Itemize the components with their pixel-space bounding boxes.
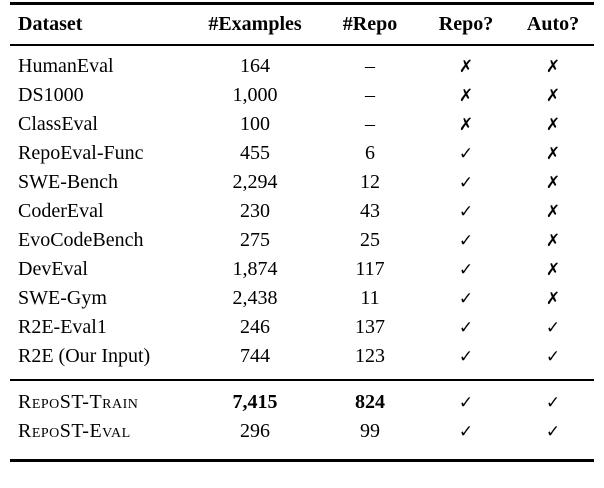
cross-icon: ✗ — [458, 115, 474, 135]
examples-count-cell: 744 — [240, 345, 270, 367]
check-icon: ✓ — [458, 202, 474, 222]
check-icon: ✓ — [458, 289, 474, 309]
repost-table-body — [10, 380, 594, 461]
dataset-name-cell: DevEval — [18, 258, 88, 280]
dataset-name-cell: ClassEval — [18, 113, 98, 135]
table-row — [10, 197, 594, 226]
dataset-name-cell: SWE-Bench — [18, 171, 118, 193]
repo-count-cell: 11 — [360, 287, 380, 309]
header-row — [10, 4, 594, 46]
cross-icon: ✗ — [458, 57, 474, 77]
column-header-repo-level: Repo? — [420, 4, 512, 46]
column-header-dataset: Dataset — [10, 4, 190, 46]
auto-eval-cell — [512, 197, 594, 226]
auto-eval-cell — [512, 139, 594, 168]
auto-eval-cell — [512, 168, 594, 197]
cross-icon: ✗ — [545, 260, 561, 280]
check-icon: ✓ — [458, 318, 474, 338]
check-icon: ✓ — [458, 144, 474, 164]
table-row — [10, 226, 594, 255]
examples-count-cell: 1,000 — [232, 84, 278, 106]
dataset-name-cell: EvoCodeBench — [18, 229, 144, 251]
table-row — [10, 139, 594, 168]
examples-count-cell: 275 — [240, 229, 270, 251]
cross-icon: ✗ — [545, 86, 561, 106]
auto-eval-cell — [512, 45, 594, 81]
check-icon: ✓ — [458, 347, 474, 367]
examples-count-cell: 2,438 — [232, 287, 278, 309]
examples-count-cell: 100 — [240, 113, 270, 135]
dataset-name-cell: RepoST-Eval — [18, 420, 131, 442]
repo-count-cell: 6 — [365, 142, 375, 164]
repo-count-cell: 137 — [355, 316, 385, 338]
examples-count-cell: 246 — [240, 316, 270, 338]
benchmark-comparison-table — [10, 2, 594, 462]
repo-level-cell — [420, 284, 512, 313]
cross-icon: ✗ — [545, 173, 561, 193]
repo-count-cell: 43 — [360, 200, 380, 222]
check-icon: ✓ — [458, 260, 474, 280]
check-icon: ✓ — [545, 318, 561, 338]
auto-eval-cell — [512, 110, 594, 139]
examples-count-cell: 296 — [240, 420, 270, 442]
table-row — [10, 417, 594, 461]
examples-count-cell: 2,294 — [232, 171, 278, 193]
repo-count-cell: – — [365, 113, 375, 135]
table-header — [10, 4, 594, 46]
check-icon: ✓ — [458, 422, 474, 442]
repo-count-cell: 99 — [360, 420, 380, 442]
repo-level-cell — [420, 255, 512, 284]
repo-level-cell — [420, 313, 512, 342]
auto-eval-cell — [512, 313, 594, 342]
repo-level-cell — [420, 226, 512, 255]
table-row — [10, 45, 594, 81]
auto-eval-cell — [512, 81, 594, 110]
table-row — [10, 168, 594, 197]
repo-count-cell: – — [365, 84, 375, 106]
repo-count-cell: 824 — [355, 391, 385, 413]
check-icon: ✓ — [545, 422, 561, 442]
dataset-name-cell: HumanEval — [18, 55, 114, 77]
repo-count-cell: 12 — [360, 171, 380, 193]
dataset-name-cell: SWE-Gym — [18, 287, 107, 309]
repo-count-cell: 25 — [360, 229, 380, 251]
repo-level-cell — [420, 342, 512, 380]
dataset-name-cell: RepoST-Train — [18, 391, 139, 413]
repo-level-cell — [420, 81, 512, 110]
cross-icon: ✗ — [545, 57, 561, 77]
repo-level-cell — [420, 139, 512, 168]
table-row — [10, 255, 594, 284]
repo-level-cell — [420, 110, 512, 139]
examples-count-cell: 455 — [240, 142, 270, 164]
repo-count-cell: – — [365, 55, 375, 77]
dataset-name-cell: R2E (Our Input) — [18, 345, 151, 367]
repo-count-cell: 123 — [355, 345, 385, 367]
check-icon: ✓ — [458, 231, 474, 251]
repo-level-cell — [420, 417, 512, 461]
repo-level-cell — [420, 168, 512, 197]
auto-eval-cell — [512, 226, 594, 255]
repo-count-cell: 117 — [355, 258, 385, 280]
table-row — [10, 110, 594, 139]
dataset-name-cell: RepoEval-Func — [18, 142, 144, 164]
dataset-name-cell: CoderEval — [18, 200, 104, 222]
cross-icon: ✗ — [545, 144, 561, 164]
auto-eval-cell — [512, 380, 594, 417]
dataset-name-cell: R2E-Eval1 — [18, 316, 107, 338]
check-icon: ✓ — [458, 173, 474, 193]
examples-count-cell: 7,415 — [232, 391, 278, 413]
benchmark-table-body — [10, 45, 594, 380]
table-row — [10, 81, 594, 110]
column-header-repo-count: #Repo — [320, 4, 420, 46]
table-row — [10, 380, 594, 417]
table-row — [10, 313, 594, 342]
check-icon: ✓ — [545, 393, 561, 413]
cross-icon: ✗ — [545, 202, 561, 222]
examples-count-cell: 230 — [240, 200, 270, 222]
repo-level-cell — [420, 380, 512, 417]
auto-eval-cell — [512, 342, 594, 380]
cross-icon: ✗ — [545, 289, 561, 309]
examples-count-cell: 164 — [240, 55, 270, 77]
column-header-examples: #Examples — [190, 4, 320, 46]
cross-icon: ✗ — [458, 86, 474, 106]
dataset-name-cell: DS1000 — [18, 84, 84, 106]
cross-icon: ✗ — [545, 231, 561, 251]
cross-icon: ✗ — [545, 115, 561, 135]
table-row — [10, 284, 594, 313]
table-row — [10, 342, 594, 380]
auto-eval-cell — [512, 417, 594, 461]
repo-level-cell — [420, 197, 512, 226]
column-header-auto-eval: Auto? — [512, 4, 594, 46]
check-icon: ✓ — [545, 347, 561, 367]
auto-eval-cell — [512, 284, 594, 313]
repo-level-cell — [420, 45, 512, 81]
examples-count-cell: 1,874 — [232, 258, 278, 280]
check-icon: ✓ — [458, 393, 474, 413]
auto-eval-cell — [512, 255, 594, 284]
